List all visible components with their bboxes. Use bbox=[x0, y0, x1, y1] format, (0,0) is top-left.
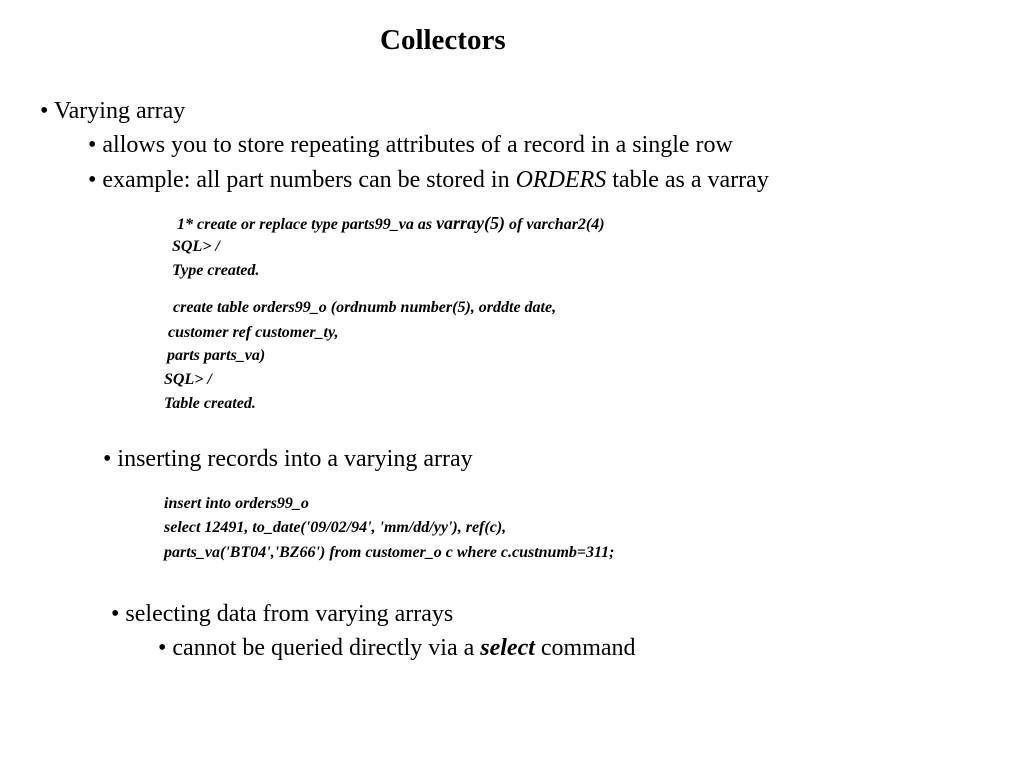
bullet-example-suffix: table as a varray bbox=[606, 167, 769, 193]
code2-line2: customer ref customer_ty, bbox=[168, 324, 339, 341]
bullet-example-emphasis: ORDERS bbox=[515, 167, 607, 193]
bullet-cannot-prefix: • cannot be queried directly via a bbox=[158, 635, 481, 661]
code2-line3: parts parts_va) bbox=[167, 347, 266, 364]
code1-line3: Type created. bbox=[172, 262, 260, 279]
bullet-allows: • allows you to store repeating attributes of a record in a single row bbox=[88, 132, 733, 158]
bullet-example bbox=[88, 168, 769, 192]
bullet-cannot-emphasis: select bbox=[480, 635, 535, 661]
slide-title: Collectors bbox=[380, 24, 506, 56]
code3-line1: insert into orders99_o bbox=[164, 495, 309, 512]
code1-line1 bbox=[177, 214, 605, 233]
code3-line2: select 12491, to_date('09/02/94', 'mm/dd/yy'), ref(c), bbox=[164, 519, 507, 536]
bullet-cannot-suffix: command bbox=[534, 635, 636, 661]
bullet-example-prefix: • example: all part numbers can be stored in bbox=[88, 167, 516, 193]
code1-line2: SQL> / bbox=[172, 238, 220, 255]
bullet-varying-array: • Varying array bbox=[40, 98, 186, 124]
bullet-cannot bbox=[158, 636, 636, 660]
bullet-inserting: • inserting records into a varying array bbox=[103, 446, 473, 472]
bullet-selecting: • selecting data from varying arrays bbox=[111, 601, 454, 627]
code1-line1-prefix: 1* create or replace type parts99_va as bbox=[177, 216, 437, 233]
code1-line1-emphasis: varray(5) bbox=[436, 213, 506, 233]
code2-line1: create table orders99_o (ordnumb number(5), orddte date, bbox=[173, 299, 557, 316]
code3-line3: parts_va('BT04','BZ66') from customer_o c where c.custnumb=311; bbox=[164, 544, 615, 561]
code2-line5: Table created. bbox=[164, 395, 256, 412]
code2-line4: SQL> / bbox=[164, 371, 212, 388]
code1-line1-suffix: of varchar2(4) bbox=[505, 216, 605, 233]
